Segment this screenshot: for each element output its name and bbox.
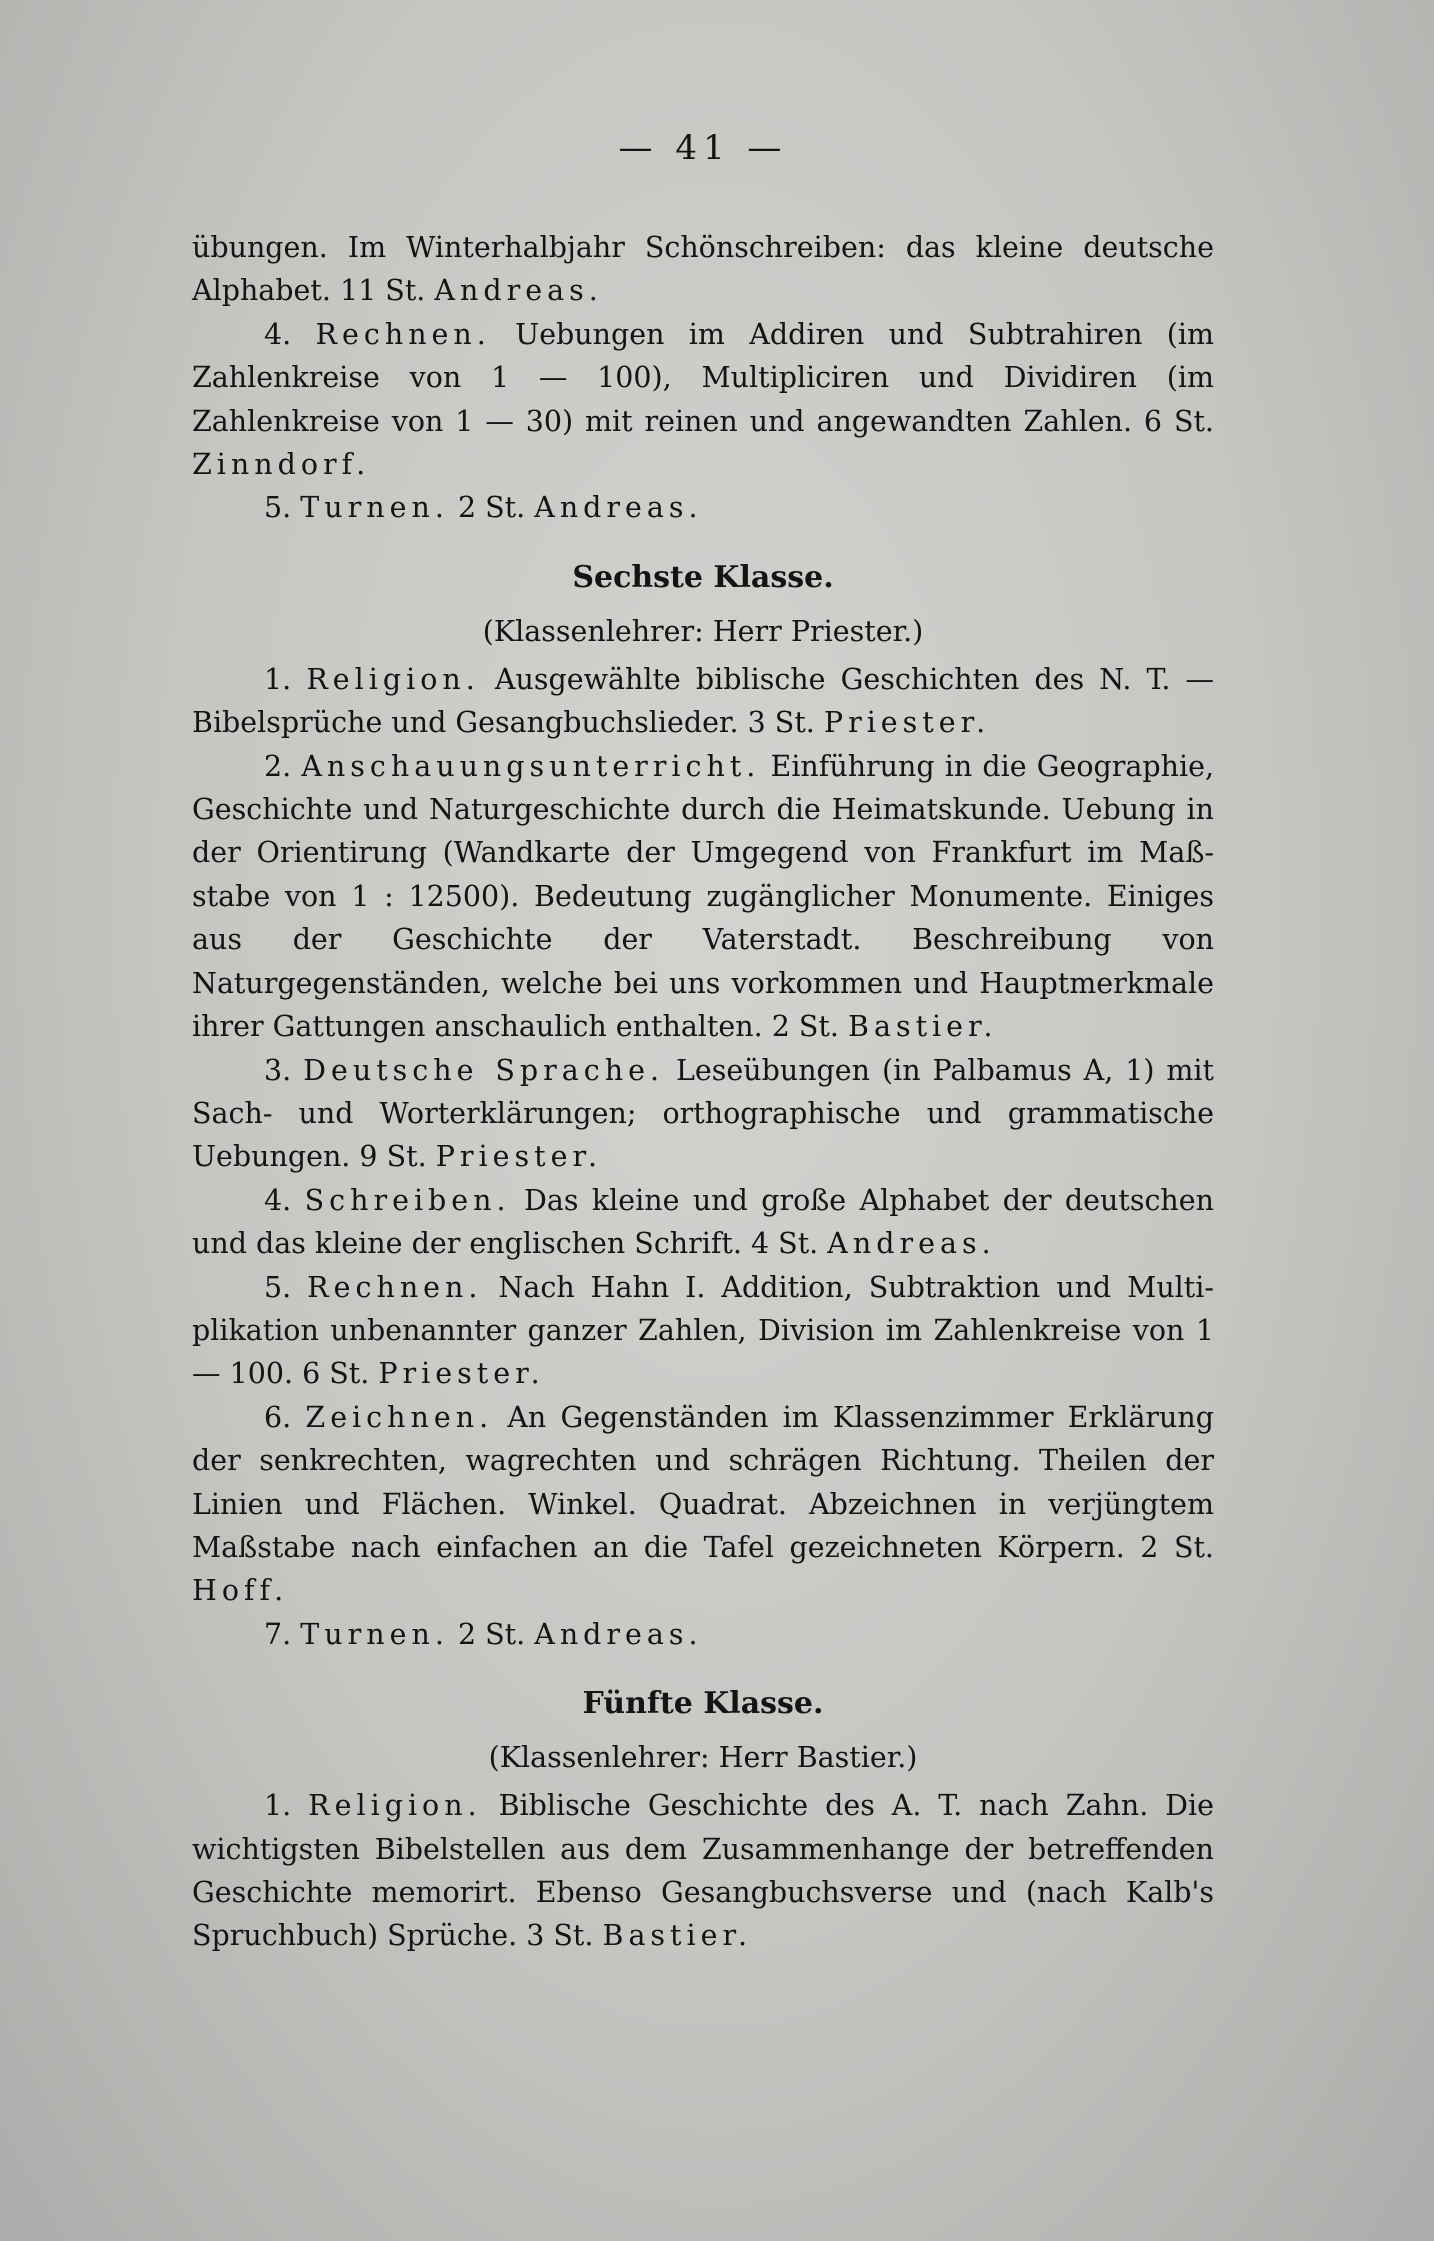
item-number: 5. bbox=[264, 491, 292, 525]
item-text: 2 St. bbox=[457, 491, 526, 525]
item-text: Nach Hahn I. Addition, Subtraktion und Multiplikation unbenannter ganzer Zahlen, Division im Zahlenkreise von 1 — 100. 6 St. bbox=[192, 1270, 1214, 1391]
section-heading-sechste: Sechste Klasse. bbox=[572, 559, 834, 595]
item-number: 1. bbox=[264, 1789, 292, 1823]
section-heading-fuenfte: Fünfte Klasse. bbox=[582, 1686, 824, 1722]
item-text: Biblische Geschichte des A. T. nach Zahn. Die wichtigsten Bibelstellen aus dem Zusammenhange der betreffenden Geschichte memorirt. Ebenso Gesangbuchsverse und (nach Kalb's Spruchbuch) Sprüche. 3 St. bbox=[192, 1789, 1215, 1953]
item-subject: Religion. bbox=[306, 662, 480, 696]
item-subject: Turnen. bbox=[300, 491, 449, 525]
teacher-name: Priester. bbox=[378, 1357, 545, 1391]
item-number: 1. bbox=[264, 662, 292, 696]
body-text bbox=[192, 226, 1214, 1958]
item-text: 2 St. bbox=[457, 1617, 526, 1651]
class-teacher-label: (Klassenlehrer: Herr bbox=[482, 614, 782, 648]
item-subject: Schreiben. bbox=[304, 1183, 511, 1217]
teacher-name: Andreas. bbox=[534, 1617, 703, 1651]
item-number: 3. bbox=[264, 1053, 292, 1087]
paragraph-item bbox=[192, 745, 1214, 1049]
item-number: 5. bbox=[264, 1270, 292, 1304]
teacher-name: Andreas. bbox=[434, 274, 603, 308]
item-subject: Zeichnen. bbox=[305, 1400, 494, 1434]
teacher-name: Andreas. bbox=[827, 1227, 996, 1261]
teacher-name: Priester. bbox=[823, 706, 991, 740]
item-text: An Gegenständen im Klassenzimmer Erklärung der senkrechten, wagrechten und schrägen Richtung. Theilen der Linien und Flächen. Winkel. Quadrat. Abzeichnen in verjüngtem Maßstabe nach einfachen an die Tafel gezeichneten Körpern. 2 St. bbox=[192, 1400, 1215, 1564]
teacher-name: Bastier. bbox=[602, 1919, 753, 1953]
class-teacher-label: (Klassenlehrer: Herr bbox=[488, 1741, 788, 1775]
paragraph-item bbox=[192, 1049, 1214, 1179]
item-text: Ausgewählte biblische Geschichten des N. T. — Bibelsprüche und Gesangbuchslieder. 3 St. bbox=[192, 662, 1214, 740]
teacher-name: Hoff. bbox=[192, 1574, 289, 1608]
item-text: Das kleine und große Alphabet der deutschen und das kleine der englischen Schrift. 4 St. bbox=[192, 1183, 1214, 1261]
item-subject: Deutsche Sprache. bbox=[303, 1053, 665, 1087]
class-teacher-line bbox=[192, 1736, 1214, 1780]
teacher-name: Andreas. bbox=[534, 491, 703, 525]
class-teacher-name: Bastier.) bbox=[796, 1741, 918, 1775]
paragraph-item bbox=[192, 1266, 1214, 1396]
item-subject: Rechnen. bbox=[315, 317, 491, 351]
page-number: — 41 — bbox=[618, 128, 788, 168]
item-number: 4. bbox=[264, 317, 292, 351]
paragraph-item bbox=[192, 658, 1214, 745]
paragraph-item bbox=[192, 1396, 1214, 1613]
paragraph-item bbox=[192, 486, 1214, 529]
class-teacher-line bbox=[192, 610, 1214, 654]
item-subject: Turnen. bbox=[300, 1617, 449, 1651]
item-number: 6. bbox=[264, 1400, 292, 1434]
paragraph-continuation bbox=[192, 226, 1214, 313]
item-number: 2. bbox=[264, 749, 292, 783]
teacher-name: Priester. bbox=[435, 1140, 602, 1174]
item-subject: Religion. bbox=[308, 1789, 482, 1823]
teacher-name: Bastier. bbox=[848, 1010, 998, 1044]
item-number: 4. bbox=[264, 1183, 292, 1217]
item-subject: Anschauungsunterricht. bbox=[301, 749, 761, 783]
item-text: Einführung in die Geographie, Geschichte und Naturgeschichte durch die Heimatskunde. Uebung in der Orientirung (Wandkarte der Umgegend von Frankfurt im Maßstabe von 1 : 12500). Bedeutung zugänglicher Monumente. Einiges aus der Geschichte der Vaterstadt. Beschreibung von Naturgegenständen, welche bei uns vorkommen und Hauptmerkmale ihrer Gattungen anschaulich enthalten. 2 St. bbox=[192, 749, 1215, 1044]
item-text: Leseübungen (in Palbamus A, 1) mit Sach- und Worterklärungen; orthographische und grammatische Uebungen. 9 St. bbox=[192, 1053, 1214, 1174]
paragraph-text: übungen. Im Winterhalbjahr Schönschreiben: das kleine deutsche Alphabet. 11 St. bbox=[192, 231, 1214, 308]
paragraph-item bbox=[192, 1179, 1214, 1266]
paragraph-item bbox=[192, 313, 1214, 487]
item-text: Uebungen im Addiren und Subtrahiren (im Zahlenkreise von 1 — 100), Multipliciren und Dividiren (im Zahlenkreise von 1 — 30) mit reinen und angewandten Zahlen. 6 St. bbox=[192, 317, 1215, 438]
class-teacher-name: Priester.) bbox=[790, 614, 924, 648]
item-subject: Rechnen. bbox=[307, 1270, 483, 1304]
paragraph-item bbox=[192, 1784, 1214, 1958]
item-number: 7. bbox=[264, 1617, 292, 1651]
teacher-name: Zinndorf. bbox=[192, 448, 371, 482]
paragraph-item bbox=[192, 1613, 1214, 1656]
